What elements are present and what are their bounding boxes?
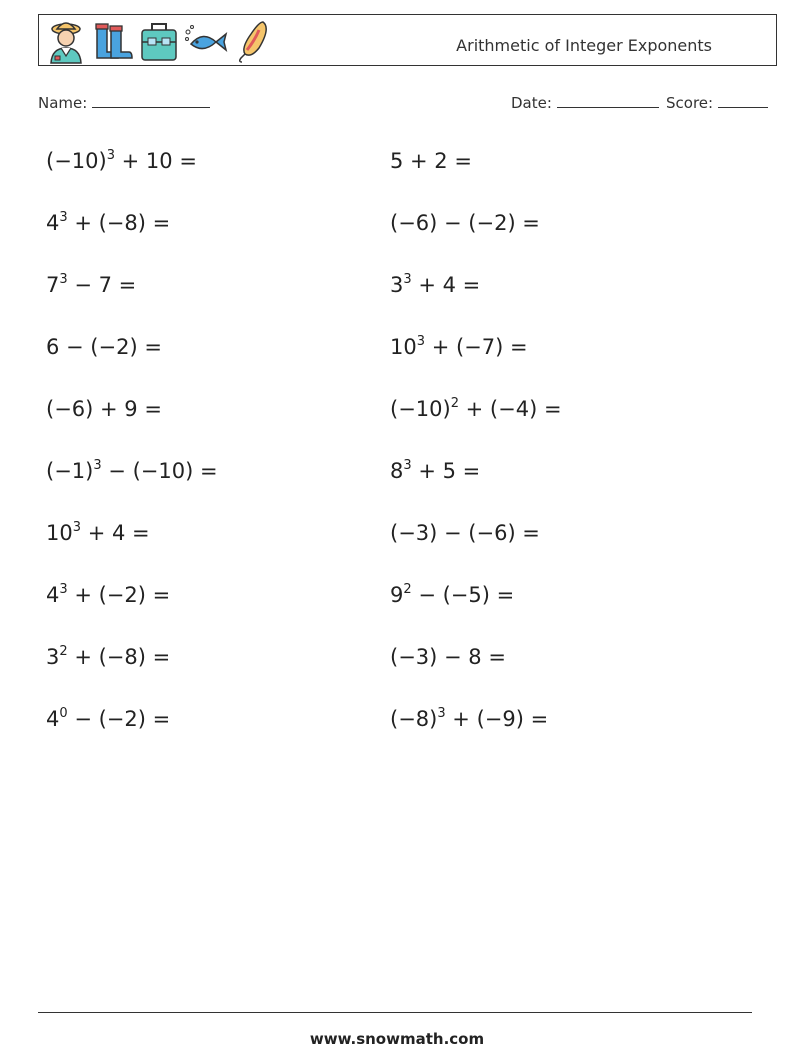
tackle-box-icon xyxy=(139,18,179,64)
problem-base: 10 xyxy=(46,521,73,545)
date-field[interactable] xyxy=(511,93,659,112)
problem-exponent: 3 xyxy=(59,272,68,287)
problem-exponent: 2 xyxy=(59,644,68,659)
score-label: Score: xyxy=(666,94,714,112)
problem-left-2 xyxy=(46,211,170,235)
worksheet-title: Arithmetic of Integer Exponents xyxy=(456,36,712,55)
problem-base: (−8) xyxy=(390,707,438,731)
problem-left-4 xyxy=(46,335,162,359)
problem-exponent: 3 xyxy=(403,272,412,287)
date-label: Date: xyxy=(511,94,552,112)
problem-exponent: 0 xyxy=(59,706,68,721)
fish-icon xyxy=(183,18,229,64)
problem-remainder: + 5 = xyxy=(411,459,481,483)
problem-remainder: + (−9) = xyxy=(445,707,549,731)
problem-base: 4 xyxy=(46,583,60,607)
name-field[interactable] xyxy=(38,93,210,112)
problem-left-10 xyxy=(46,707,170,731)
problem-base: 9 xyxy=(390,583,404,607)
problem-base: 5 + 2 = xyxy=(390,149,472,173)
problem-remainder: + (−2) = xyxy=(67,583,171,607)
problem-exponent: 3 xyxy=(106,148,115,163)
problem-base: (−1) xyxy=(46,459,94,483)
problem-left-9 xyxy=(46,645,170,669)
problem-exponent: 3 xyxy=(93,458,102,473)
fishing-lure-icon xyxy=(233,18,273,64)
problem-remainder: − (−10) = xyxy=(101,459,218,483)
problem-base: 8 xyxy=(390,459,404,483)
problem-right-3 xyxy=(390,273,480,297)
problem-exponent: 2 xyxy=(450,396,459,411)
problem-remainder: − (−2) = xyxy=(67,707,171,731)
problem-exponent: 2 xyxy=(403,582,412,597)
problem-remainder: + (−8) = xyxy=(67,211,171,235)
date-blank[interactable] xyxy=(557,93,659,108)
problem-right-4 xyxy=(390,335,528,359)
problem-remainder: + 4 = xyxy=(411,273,481,297)
problem-exponent: 3 xyxy=(59,210,68,225)
icon-strip xyxy=(45,18,273,64)
problem-base: (−3) − 8 = xyxy=(390,645,506,669)
problem-right-7 xyxy=(390,521,540,545)
problem-remainder: + 10 = xyxy=(114,149,197,173)
problem-remainder: + (−8) = xyxy=(67,645,171,669)
problem-right-2 xyxy=(390,211,540,235)
problem-left-3 xyxy=(46,273,136,297)
problem-left-7 xyxy=(46,521,150,545)
score-field[interactable] xyxy=(666,93,768,112)
problem-remainder: − 7 = xyxy=(67,273,137,297)
problem-exponent: 3 xyxy=(416,334,426,349)
problem-base: 3 xyxy=(390,273,404,297)
problem-base: (−6) − (−2) = xyxy=(390,211,540,235)
problem-right-5 xyxy=(390,397,562,421)
rubber-boots-icon xyxy=(91,18,135,64)
problem-right-9 xyxy=(390,645,506,669)
problem-base: 4 xyxy=(46,211,60,235)
name-label: Name: xyxy=(38,94,88,112)
problem-exponent: 3 xyxy=(59,582,68,597)
problem-remainder: + 4 = xyxy=(81,521,150,545)
problem-right-10 xyxy=(390,707,548,731)
problem-right-1 xyxy=(390,149,472,173)
problem-left-8 xyxy=(46,583,170,607)
problem-left-1 xyxy=(46,149,197,173)
problem-exponent: 3 xyxy=(437,706,446,721)
problem-base: 7 xyxy=(46,273,60,297)
worksheet-header xyxy=(38,14,777,66)
problem-base: 4 xyxy=(46,707,60,731)
problem-base: 6 − (−2) = xyxy=(46,335,162,359)
problem-base: 10 xyxy=(390,335,417,359)
problem-left-5 xyxy=(46,397,162,421)
problem-exponent: 3 xyxy=(403,458,412,473)
fisherman-icon xyxy=(45,18,87,64)
problem-remainder: + (−4) = xyxy=(458,397,562,421)
score-blank[interactable] xyxy=(718,93,768,108)
footer-url: www.snowmath.com xyxy=(309,1030,485,1048)
problem-base: (−3) − (−6) = xyxy=(390,521,540,545)
problem-base: 3 xyxy=(46,645,60,669)
name-blank[interactable] xyxy=(92,93,210,108)
problem-exponent: 3 xyxy=(72,520,82,535)
problem-remainder: + (−7) = xyxy=(425,335,528,359)
problem-left-6 xyxy=(46,459,218,483)
problem-base: (−10) xyxy=(390,397,451,421)
problem-right-6 xyxy=(390,459,480,483)
problem-remainder: − (−5) = xyxy=(411,583,515,607)
problem-right-8 xyxy=(390,583,514,607)
problem-base: (−10) xyxy=(46,149,107,173)
footer-divider xyxy=(38,1012,752,1013)
problem-base: (−6) + 9 = xyxy=(46,397,162,421)
